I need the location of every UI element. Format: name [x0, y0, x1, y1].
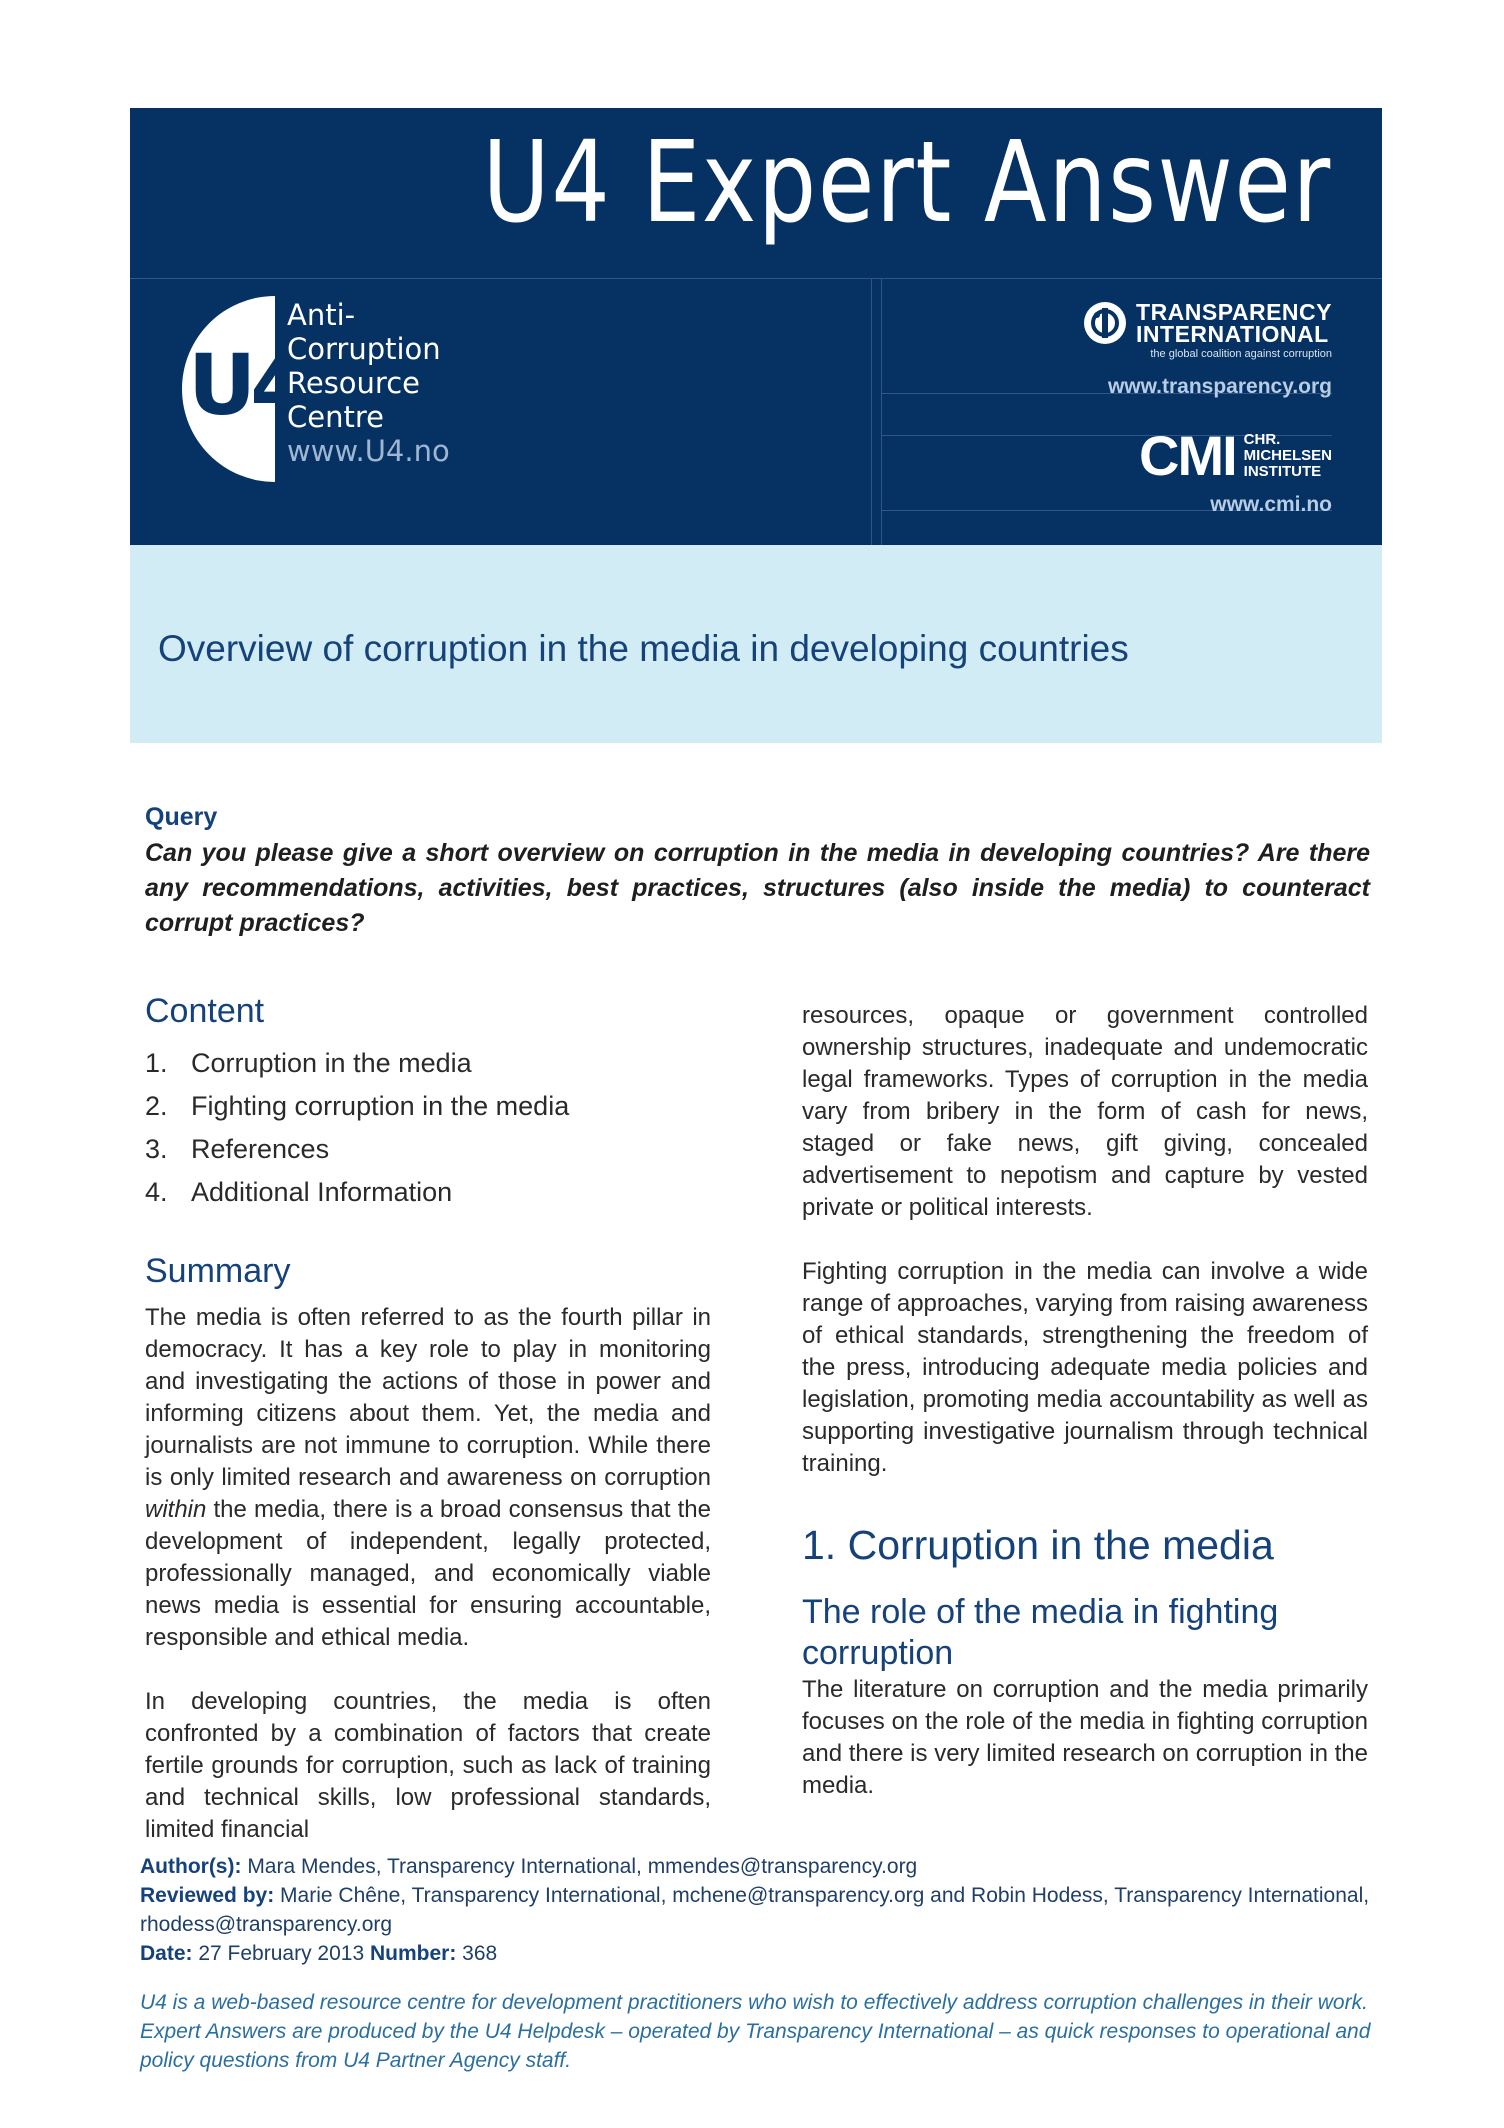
header-divider: [130, 278, 1382, 279]
title-band: [130, 545, 1382, 743]
cmi-line-1: CHR.: [1243, 431, 1281, 448]
footer-note: U4 is a web-based resource centre for development practitioners who wish to effectively address corruption challenges in their work. Expert Answers are produced by the U4 Helpdesk – operated by Transparency International – as quick responses to operational and policy questions from U4 Partner Agency staff.: [140, 1991, 1371, 2072]
cmi-line-2: MICHELSEN: [1243, 447, 1332, 464]
series-title: U4 Expert Answer: [482, 118, 1332, 248]
u4-name-line-3: Resource: [287, 366, 420, 400]
query-text: Can you please give a short overview on corruption in the media in developing countries? Are there any recommendations, activities, best practices, structures (also inside the media) to counteract corrupt practices?: [145, 839, 1370, 937]
query-label: Query: [145, 803, 218, 831]
document-meta: [140, 1852, 1380, 1968]
u4-name: [287, 298, 450, 468]
summary-p1-emphasis: within: [145, 1496, 207, 1523]
summary-paragraph-2-continued: resources, opaque or government controlled ownership structures, inadequate and undemocratic legal frameworks. Types of corruption in the media vary from bribery in the form of cash for news, staged or fake news, gift giving, concealed advertisement to nepotism and capture by vested private or political interests.: [802, 1002, 1368, 1221]
summary-p1-part-b: the media, there is a broad consensus that the development of independent, legally protected, professionally managed, and economically viable news media is essential for ensuring accountable, responsible and ethical media.: [145, 1496, 711, 1651]
toc-item-label: References: [191, 1134, 330, 1164]
toc-item[interactable]: [145, 1128, 711, 1171]
summary-paragraph-2: In developing countries, the media is often confronted by a combination of factors that create fertile grounds for corruption, such as lack of training and technical skills, low professional standards, limited financial: [145, 1688, 711, 1843]
header-vertical-divider-2: [881, 278, 882, 545]
section-1-heading: 1. Corruption in the media: [802, 1522, 1274, 1568]
summary-heading: Summary: [145, 1252, 291, 1290]
content-heading: Content: [145, 992, 265, 1030]
table-of-contents: [145, 1042, 711, 1214]
section-1-subheading: The role of the media in fighting corruption: [802, 1593, 1279, 1672]
authors-label: Author(s):: [140, 1855, 242, 1878]
toc-item-number: 4.: [145, 1177, 168, 1207]
ti-globe-icon: [1082, 300, 1128, 346]
reviewed-value: Marie Chêne, Transparency International, mchene@transparency.org and Robin Hodess, Transparency International, rhodess@transparency.org: [140, 1884, 1370, 1936]
ti-logo: [1082, 300, 1332, 360]
toc-item-number: 3.: [145, 1134, 168, 1164]
toc-item-number: 2.: [145, 1091, 168, 1121]
number-value: 368: [456, 1942, 498, 1965]
toc-item[interactable]: [145, 1085, 711, 1128]
u4-name-line-1: Anti-: [287, 298, 356, 332]
ti-tagline: the global coalition against corruption: [1150, 348, 1332, 360]
toc-item[interactable]: [145, 1042, 711, 1085]
cmi-logo: [1139, 424, 1332, 487]
left-column: [145, 990, 711, 1846]
u4-name-line-2: Corruption: [287, 332, 441, 366]
cmi-abbr: CMI: [1139, 424, 1236, 487]
number-label: Number:: [369, 1942, 457, 1965]
u4-name-line-4: Centre: [287, 400, 384, 434]
date-value: 27 February 2013: [192, 1942, 370, 1965]
summary-p1-part-a: The media is often referred to as the fourth pillar in democracy. It has a key role to play in monitoring and investigating the actions of those in power and informing citizens about them. Yet, the media and journalists are not immune to corruption. While there is only limited research and awareness on corruption: [145, 1304, 711, 1491]
u4-logo-mark: U4: [188, 336, 303, 434]
header-vertical-divider-1: [871, 278, 872, 545]
cmi-url[interactable]: www.cmi.no: [1210, 493, 1332, 516]
summary-paragraph-1: [145, 1302, 711, 1654]
toc-item-label: Corruption in the media: [191, 1048, 472, 1078]
date-label: Date:: [140, 1942, 193, 1965]
section-1-paragraph-1: The literature on corruption and the media primarily focuses on the role of the media in fighting corruption and there is very limited research on corruption in the media.: [802, 1676, 1368, 1799]
document-title: Overview of corruption in the media in developing countries: [158, 628, 1129, 669]
ti-name-line-2: INTERNATIONAL: [1136, 321, 1329, 347]
toc-item-label: Fighting corruption in the media: [191, 1091, 570, 1121]
report-header: [130, 108, 1382, 545]
authors-value: Mara Mendes, Transparency International, mmendes@transparency.org: [241, 1855, 918, 1878]
toc-item-number: 1.: [145, 1048, 168, 1078]
ti-url[interactable]: www.transparency.org: [1107, 375, 1332, 398]
reviewed-label: Reviewed by:: [140, 1884, 275, 1907]
toc-item-label: Additional Information: [191, 1177, 453, 1207]
ti-name-line-1: TRANSPARENCY: [1136, 299, 1332, 325]
right-column: [802, 1000, 1368, 1802]
summary-paragraph-3: Fighting corruption in the media can involve a wide range of approaches, varying from raising awareness of ethical standards, strengthening the freedom of the press, introducing adequate media policies and legislation, promoting media accountability as well as supporting investigative journalism through technical training.: [802, 1258, 1368, 1477]
reviewed-line: [140, 1881, 1380, 1939]
cmi-line-3: INSTITUTE: [1243, 463, 1322, 480]
u4-url[interactable]: www.U4.no: [287, 434, 450, 468]
toc-item[interactable]: [145, 1171, 711, 1214]
date-number-line: [140, 1939, 1380, 1968]
authors-line: [140, 1852, 1380, 1881]
